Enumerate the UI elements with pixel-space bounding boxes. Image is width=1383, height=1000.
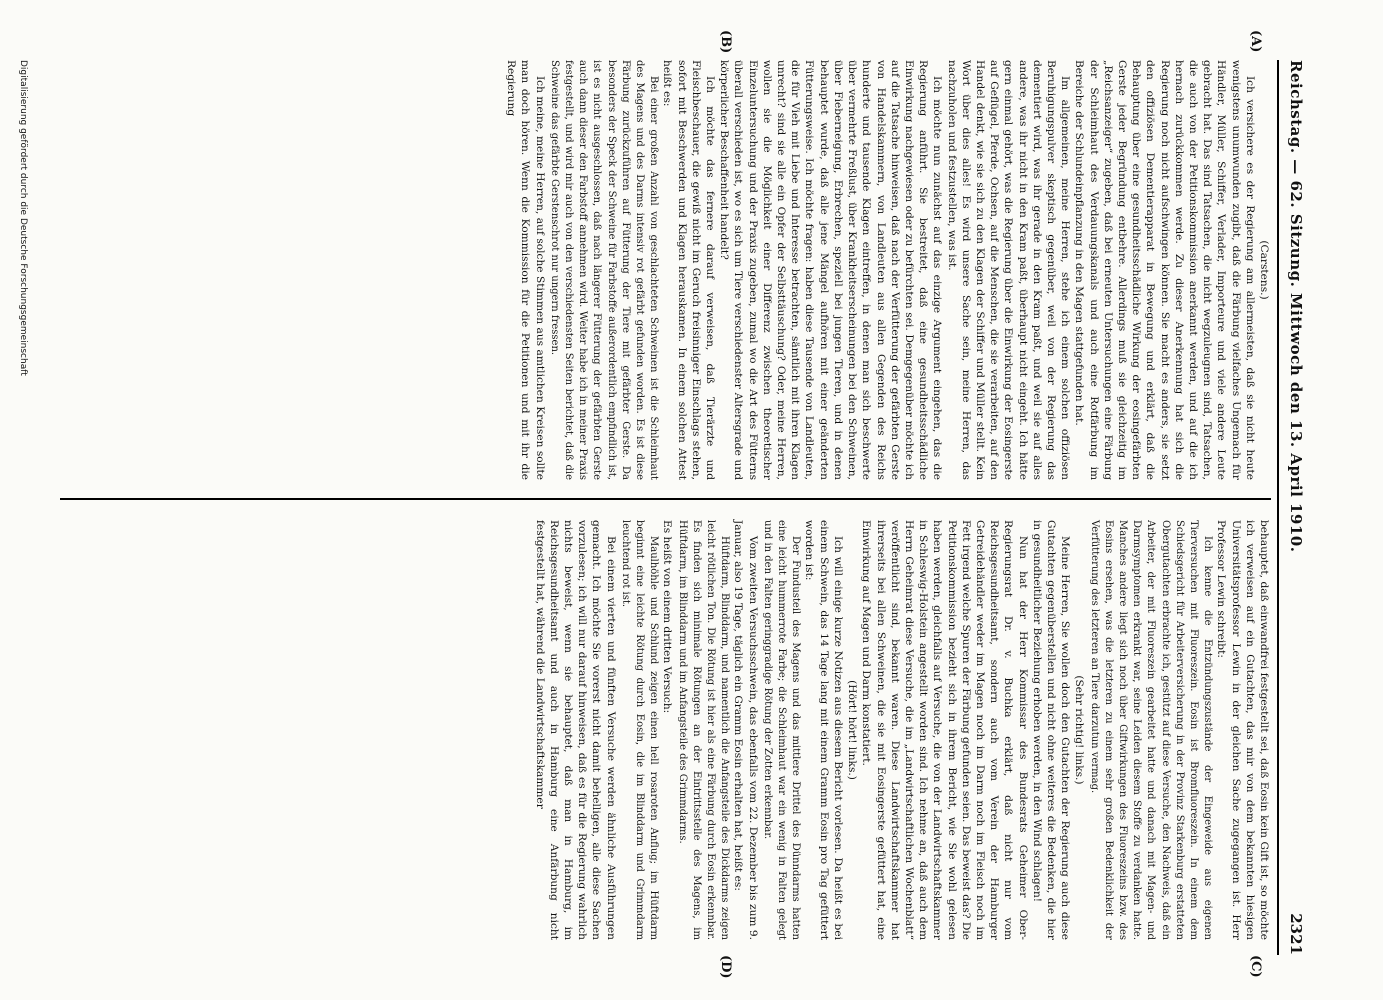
margin-letter-b: (B): [718, 30, 733, 54]
interjection: (Carstens.): [1258, 240, 1270, 300]
paragraph: Ich möchte nun zunächst auf das einzige Argument eingehen, das die Regierung anführt. Sie bestreitet, daß eine gesundheitsschädliche Einwirkung nachgewiesen oder zu befürchten sei. Demgegenüber möchte ich auf die Tatsache hinweisen, daß nach der Verfütterung der gefärbten Gerste von Handelskammern, von Landleuten aus allen Gegenden des Reichs hunderte und tausende Klagen eintreffen, in denen man sich beschwerte über vermehrte Freßlust, über Krankheitserscheinungen bei den Schweinen, über Fieberneigung, Erbrechen, speziell bei jungen Tieren, und in denen behauptet wurde, daß alle jene Mängel aufhören mit einer geänderten Fütterungsweise. Ich möchte fragen: haben diese Tausende von Landleuten, die für Vieh mit Liebe und Interesse betrachten, sämtlich mit ihren Klagen unrecht? sind sie alle ein Opfer der Selbsttäuschung? Oder, meine Herren, wollen sie die Möglichkeit einer Differenz zwischen theoretischer Einzeluntersuchung und der Praxis zugeben, zumal wo die Art des Fütterns überall verschieden ist, wo es sich um Tiere verschiedenster Altersgrade und körperlicher Beschaffenheit handelt?: [718, 60, 944, 480]
column-divider: [60, 498, 1271, 500]
left-column: [504, 60, 1271, 480]
quoted-passage: Bei einer großen Anzahl von geschlachteten Schweinen ist die Schleimhaut des Magens und des Darms intensiv rot gefärbt gefunden worden. Es ist diese Färbung zurückzuführen auf Fütterung der Tiere mit gefärbter Gerste. Da besonders der Speck der Schweine für Farbstoffe außerordentlich empfindlich ist, ist es nicht ausgeschlossen, daß nach längerer Fütterung der gefärbten Gerste auch dann dieser den Farbstoff annehmen wird. Weiter habe ich in meiner Praxis festgestellt, und wird mir auch von den verschiedensten Seiten berichtet, daß die Schweine das gefärbte Gerstenschrot nur ungern fressen.: [548, 60, 660, 480]
margin-letter-c: (C): [1248, 955, 1263, 978]
paragraph: Ich versichere es der Regierung am allermeisten, daß sie nicht heute wenigstens unumwunden zugibt, daß die Färbung vielfaches Ungemach für Händler, Müller, Schiffer, Verlader, Importeure und viele andere Leute gebracht hat. Das sind Tatsachen, die nicht wegzuleugnen sind, Tatsachen, die auch von der Petitionskommission anerkannt werden, und auf die ich hernach zurückkommen werde. Zu dieser Anerkennung hat sich die Regierung noch nicht aufschwingen können. Sie macht es anders, sie setzt den offiziösen Dementierapparat in Bewegung und erklärt, daß die Behauptung über eine gesundheitsschädliche Wirkung der eosingefärbten Gerste jeder Begründung entbehre. Allerdings muß sie gleichzeitig im „Reichsanzeiger“ zugeben, daß bei erneuten Untersuchungen eine Färbung der Schleimhaut des Verdauungskanals und auch eine Rotfärbung im Bereiche der Schlundeinpflanzung in den Magen stattgefunden hat.: [1073, 60, 1256, 480]
page-number: 2321: [1287, 913, 1305, 955]
paragraph: Ich will einige kurze Notizen aus diesem Bericht vorlesen. Da heißt es bei einem Schwein, das 14 Tage lang mit einem Gramm Eosin pro Tag gefüttert worden ist:: [803, 520, 844, 940]
paragraph: Vom zweiten Versuchsschwein, das ebenfalls vom 22. Dezember bis zum 9. Januar, also 19 Tage, täglich ein Gramm Eosin erhalten hat, heißt es:: [732, 520, 759, 940]
paragraph: Meine Herren, Sie wollen doch den Gutachten der Regierung auch diese Gutachten gegenüberstellen und nicht ohne weiteres die Bedenken, die hier in gesundheitlicher Beziehung erhoben werden, in den Wind schlagen!: [1030, 520, 1072, 940]
right-column: [532, 520, 1271, 940]
interjection: (Sehr richtig! links.): [1073, 675, 1086, 785]
paragraph: Nun hat der Herr Kommissar des Bundesrats Geheimer Ober-Regierungsrat Dr. v. Buchka erklärt, daß nicht nur vom Reichsgesundheitsamt, sondern auch vom Verein der Hamburger Getreidehändler weder im Magen noch im Darm noch im Fleisch noch im Fett irgend welche Spuren der Färbung gefunden seien. Das beweist das? Die Petitionskommission bezieht sich in ihrem Bericht, wie Sie wohl gelesen haben werden, gleichfalls auf Versuche, die von der Landwirtschaftskammer in Schleswig-Holstein angestellt worden sind. Ich nehme an, daß auch dem Herrn Geheimrat diese Versuche, die im „Landwirtschaftlichen Wochenblatt“ veröffentlicht sind, bekannt waren. Diese Landwirtschaftskammer hat ihrerseits bei allen Schweinen, die sie mit Eosingerste gefüttert hat, eine Einwirkung auf Magen und Darm konstatiert.: [860, 520, 1029, 940]
paragraph: Im allgemeinen, meine Herren, stehe ich einem solchen offiziösen Beruhigungspulver skeptisch gegenüber, weil von der Regierung das dementiert wird, was ihr gerade in den Kram paßt, und weil sie auf alles andere, was ihr nicht in den Kram paßt, überhaupt nicht eingeht. Ich hätte gern einmal gehört, was die Regierung über die Einwirkung der Eosingerste auf Geflügel, Pferde, Ochsen, auf die Menschen, die sie verarbeiten, auf den Handel denkt, wie sie sich zu den Klagen der Schiffer und Müller stellt. Kein Wort über dies alles! Es wird unsere Sache sein, meine Herren, das nachzuholen und festzustellen, was ist.: [945, 60, 1072, 480]
quoted-passage: Ich kenne die Entzündungszustände der Eingeweide aus eigenen Tierversuchen mit Fluoreszein. Eosin ist Bromfluoreszein. In einem dem Schiedsgericht für Arbeiterversicherung in der Provinz Starkenburg erstatteten Obergutachten erbrachte ich, gestützt auf diese Versuche, den Nachweis, daß ein Arbeiter, der mit Fluoreszein gearbeitet hatte und danach mit Magen- und Darmsymptomen erkrankt war, seine Leiden diesem Stoffe zu verdanken hatte. Manches andere liegt sich noch über Giftwirkungen des Fluoreszeins bzw. des Eosins ersehen, was die letzteren zu einem sehr großen Bedenklichkeit der Verfütterung des letzteren an Tiere darzutun vermag.: [1088, 520, 1214, 940]
header-rule: [1277, 60, 1279, 955]
interjection: (Hört! hört! links.): [846, 680, 859, 780]
margin-letter-a: (A): [1248, 30, 1263, 53]
paragraph: behauptet, daß einwandfrei festgestellt sei, daß Eosin kein Gift ist, so möchte ich verweisen auf ein Gutachten, das mir von dem bekannten hiesigen Universitätsprofessor Lewin in der gleichen Sache zugegangen ist. Herr Professor Lewin schreibt:: [1215, 520, 1270, 940]
quoted-passage: Hüftdarm, Blinddarm, und namentlich die Anfangsteile des Dickdarms zeigen leicht rötlichen Ton. Die Rötung ist hier als eine Färbung durch Eosin erkennbar. Es finden sich minimale Rötungen an der Eintrittsstelle des Magens, im Hüftdarm, im Blinddarm und im Anfangsteile des Grimmdarms.: [676, 520, 731, 940]
paragraph: Bei einem vierten und fünften Versuche werden ähnliche Ausführungen gemacht. Ich möchte Sie vorerst nicht damit behelligen, alle diese Sachen vorzulesen; ich will nur darauf hinweisen, daß es für die Regierung wahrlich nichts beweist, wenn sie behauptet, daß man in Hamburg, im Reichsgesundheitsamt und auch in Hamburg eine Anfärbung nicht festgestellt hat, während die Landwirtschaftskammer: [533, 520, 617, 940]
header-title: Reichstag. — 62. Sitzung. Mittwoch den 13. April 1910.: [1287, 60, 1305, 553]
digitization-note: Digitalisierung gefördert durch die Deutsche Forschungsgemeinschaft: [18, 60, 28, 376]
paragraph: Ich möchte das fernere darauf verweisen, daß Tierärzte und Fleischbeschauer, die gewiß nicht im Geruch freisinniger Einschlags stehen, sofort mit Beschwerden und Klagen herauskamen. In einem solchen Attest heißt es:: [661, 60, 717, 480]
quoted-passage: Maulhöhle und Schlund zeigen einen hell rosaroten Anflug; im Hüftdarm beginnt eine leichte Rötung durch Eosin, die im Blinddarm und Grimmdarm leuchtend rot ist.: [619, 520, 660, 940]
page-header: [1279, 60, 1313, 955]
paragraph: Ich meine, meine Herren, auf solche Stimmen aus amtlichen Kreisen sollte man doch hören. Wenn die Kommission für die Petitionen und mit ihr die Regierung: [505, 60, 546, 480]
paragraph: Es heißt von einem dritten Versuch:: [661, 520, 674, 714]
margin-letter-d: (D): [718, 955, 733, 979]
quoted-passage: Der Fundusteil des Magens und das mittlere Drittel des Dünndarms hatten eine leicht hummerrote Farbe; die Schleimhaut war ein wenig in Falten gelegt und in den Falten geringgradige Rötung der Zotten erkennbar.: [761, 520, 802, 940]
